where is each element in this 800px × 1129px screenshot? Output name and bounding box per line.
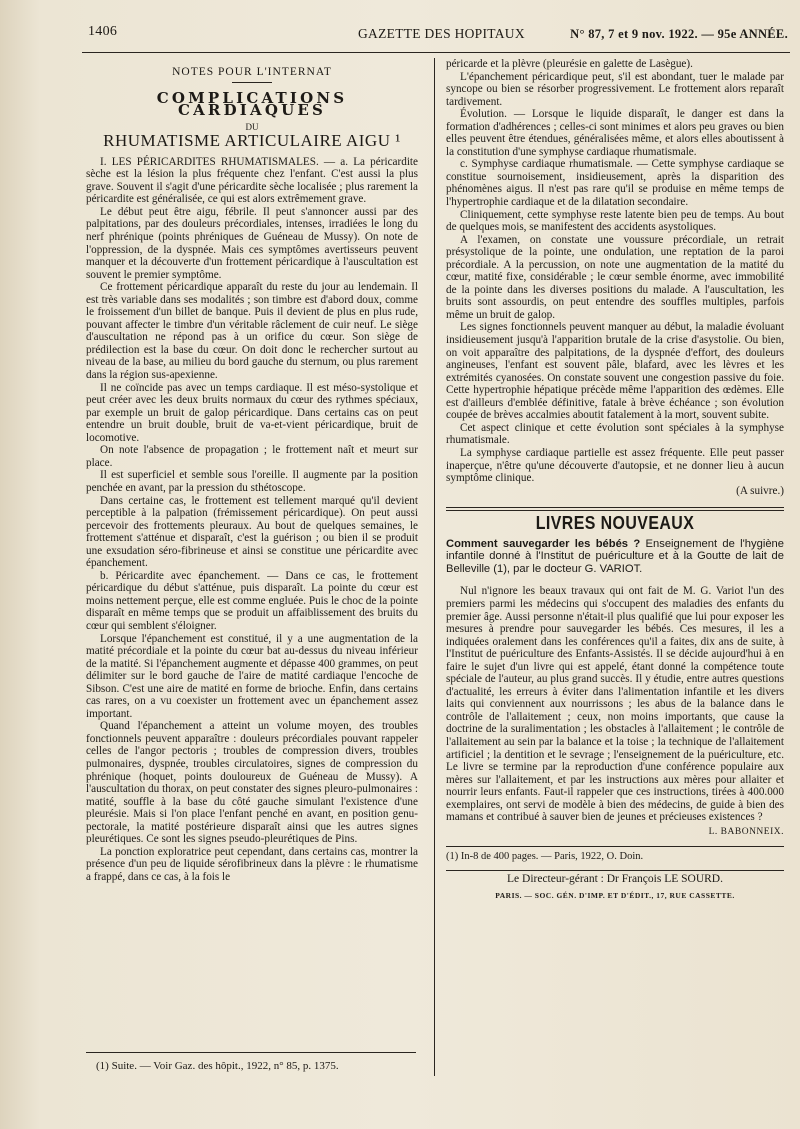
book-title bbox=[446, 538, 784, 576]
article-paragraph: Dans certaine cas, le frottement est tellement marqué qu'il devient perceptible à la palpation (frémissement péricardique). On peut aussi percevoir des frottements pleuraux. Au bout de quelques semaines, le frottement s'atténue et disparaît, c'est la guérison ; ou bien il se produit une exsudation séro-fibrineuse et ainsi se constitue une péricardite avec épanchement. bbox=[86, 494, 418, 570]
article-paragraph: La ponction exploratrice peut cependant, dans certains cas, montrer la présence d'un peu de liquide sérofibrineux dans la plèvre : le rhumatisme a frappé, dans ce cas, à la fois le bbox=[86, 845, 418, 883]
column-divider bbox=[434, 58, 435, 1076]
article-paragraph: c. Symphyse cardiaque rhumatismale. — Cette symphyse cardiaque se constitue sournoisement, insidieusement, après la disparition des phénomènes aigus. Il n'est pas rare qu'il se produise en même temps de l'hypertrophie cardiaque et de la dilatation secondaire. bbox=[446, 158, 784, 209]
article-paragraph: La symphyse cardiaque partielle est assez fréquente. Elle peut passer inaperçue, n'être qu'une découverte d'autopsie, et ne donner lieu à aucun symptôme clinique. bbox=[446, 446, 784, 485]
article-paragraph: L'épanchement péricardique peut, s'il est abondant, tuer le malade par syncope ou bien se résorber progressivement. Le frottement alors reparaît tardivement. bbox=[446, 70, 784, 108]
review-signature: L. BABONNEIX. bbox=[708, 826, 784, 837]
article-title-du: DU bbox=[245, 121, 259, 132]
printer-line: PARIS. — SOC. GÉN. D'IMP. ET D'ÉDIT., 17, RUE CASSETTE. bbox=[495, 890, 735, 900]
article-paragraph: b. Péricardite avec épanchement. — Dans ce cas, le frottement péricardique du début s'atténue, puis disparaît. La pointe du cœur est moins nettement perçue, elle est comme engluée. Puis le choc de la pointe disparaît en même temps que se produit un affaiblissement des bruits du cœur qui semblent s'éloigner. bbox=[86, 569, 418, 632]
article-paragraph: On note l'absence de propagation ; le frottement naît et meurt sur place. bbox=[86, 444, 418, 469]
to-be-continued: (A suivre.) bbox=[736, 484, 784, 497]
header-rule bbox=[82, 52, 790, 53]
book-title-rest: Enseignement de l'hygiène infantile donné à l'Institut de puériculture et à la Goutte de lait de Belleville (1), par le docteur G. VARIOT. bbox=[446, 537, 784, 575]
section-rule bbox=[446, 507, 784, 508]
section-label: NOTES POUR L'INTERNAT bbox=[172, 66, 332, 78]
article-title-line2: RHUMATISME ARTICULAIRE AIGU ¹ bbox=[103, 131, 401, 151]
director-rule bbox=[446, 870, 784, 871]
article-paragraph: Cliniquement, cette symphyse reste latente bien peu de temps. Au bout de quelques mois, se manifestent des accidents asystoliques. bbox=[446, 208, 784, 234]
article-paragraph: Quand l'épanchement a atteint un volume moyen, des troubles fonctionnels peuvent apparaître : douleurs précordiales pouvant rappeler celles de l'angor pectoris ; troubles de compression divers, troubles pulmonaires, dyspnée, troubles circulatoires, signes de compression du phrénique (hoquet, points douloureux de Guéneau de Mussy). A l'auscultation du thorax, on peut constater des signes pleuro-pulmonaires : matité, souffle à la base du côté gauche simulant l'existence d'une pleurésie. Mais si l'on place l'enfant penché en avant, en position genu-pectorale, la matité postérieure disparaît ainsi que les autres signes pleurétiques. Ce sont les signes pseudo-pleurétiques de Pins. bbox=[86, 720, 418, 846]
section-rule bbox=[446, 510, 784, 511]
page-header bbox=[88, 24, 788, 46]
article-paragraph: A l'examen, on constate une voussure précordiale, un retrait présystolique de la pointe, une ondulation, une reptation de la paroi précordiale. A la percussion, on note une augmentation de la matité du cœur, matité fixe, considérable ; le cœur semble énorme, avec immobilité de la pointe dans les diverses positions du malade. A l'auscultation, les bruits sont assourdis, on peut entendre des souffles multiples, parfois même un bruit de galop. bbox=[446, 233, 784, 321]
footnote-right: (1) In-8 de 400 pages. — Paris, 1922, O. Doin. bbox=[446, 851, 644, 863]
article-paragraph: péricarde et la plèvre (pleurésie en galette de Lasègue). bbox=[446, 58, 693, 70]
article-paragraph: Cet aspect clinique et cette évolution sont spéciales à la symphyse rhumatismale. bbox=[446, 421, 784, 447]
book-title-bold: Comment sauvegarder les bébés ? bbox=[446, 537, 641, 550]
review-paragraph: Nul n'ignore les beaux travaux qui ont fait de M. G. Variot l'un des premiers parmi les médecins qui s'occupent des maladies des enfants du premier âge. Aussi personne n'était-il plus qualifié que lui pour exposer les mesures à prendre pour sauvegarder les bébés. Ces mesures, il les a indiquées oralement dans les conférences qu'il a faites, dix ans de suite, à l'Institut de puériculture des Enfants-Assistés. Il se décide aujourd'hui à en faire le sujet d'un livre qui est appelé, étant donné la compétence toute spéciale de l'auteur, au plus grand succès. Il y étudie, entre autres questions d'actualité, les erreurs à éviter dans l'alimentation infantile et les divers laits qui conviennent aux nourrissons ; les abus de la balance dans le contrôle de l'allaitement ; ceux, non moins importants, que cause la doctrine de la suralimentation ; les obstacles à l'allaitement ; le contrôle de l'allaitement au sein par la balance et la toise ; la technique de l'allaitement artificiel ; la dentition et le sevrage ; l'enseignement de la puériculture, etc. Le livre se termine par la reproduction d'une conférence populaire aux mères sur l'allaitement, et par les instructions aux mères pour allaiter et nourrir leurs enfants. Faut-il rappeler que ces instructions, tirées à 400.000 exemplaires, ont servi de modèle à bien des médecins, de guide à bien des mamans et contribué à sauver bien de jeunes et précieuses existences ? bbox=[446, 585, 784, 824]
article-paragraph: Évolution. — Lorsque le liquide disparaît, le danger est dans la formation d'adhérences ; celles-ci sont minimes et alors peu graves ou bien elles peuvent être étendues, généralisées même, et alors elles aboutissent à la constitution d'une symphyse cardiaque rhumatismale. bbox=[446, 108, 784, 158]
article-paragraph: Lorsque l'épanchement est constitué, il y a une augmentation de la matité précordiale et la pointe du cœur bat au-dessus du niveau inférieur de la matité. Si l'épanchement augmente et dépasse 400 grammes, on peut délimiter sur le bord gauche de l'aire de matité cardiaque l'encoche de Sibson. C'est une aire de matité en forme de brioche. Enfin, dans certains cas rares, on a vu coexister un frottement avec un épanchement assez important. bbox=[86, 632, 418, 720]
footnote-rule bbox=[446, 846, 784, 847]
article-paragraph: Le début peut être aigu, fébrile. Il peut s'annoncer aussi par des palpitations, par des douleurs précordiales, intenses, irradiées le long du nerf phrénique (points phréniques de Guéneau de Mussy). On note de l'oppression, de la dyspnée. Mais ces symptômes avertisseurs peuvent manquer et la découverte d'un frottement péricardique à l'auscultation est souvent le premier symptôme. bbox=[86, 205, 418, 281]
left-column bbox=[86, 58, 418, 883]
journal-title: GAZETTE DES HOPITAUX bbox=[358, 26, 525, 41]
article-title-line1: COMPLICATIONS CARDIAQUES bbox=[156, 88, 348, 120]
article-paragraph: Il est superficiel et semble sous l'oreille. Il augmente par la position penchée en avant, par la pression du sthétoscope. bbox=[86, 469, 418, 494]
short-rule bbox=[232, 82, 272, 83]
livres-heading: LIVRES NOUVEAUX bbox=[535, 512, 695, 534]
right-column bbox=[446, 58, 784, 902]
article-paragraph: I. LES PÉRICARDITES RHUMATISMALES. — a. La péricardite sèche est la lésion la plus fréquente chez l'enfant. C'est aussi la plus grave. Souvent il s'agit d'une péricardite sèche localisée ; plus rarement la péricardite est généralisée, ce qui est alors extrêmement grave. bbox=[86, 155, 418, 206]
article-paragraph: Les signes fonctionnels peuvent manquer au début, la maladie évoluant insidieusement jusqu'à l'apparition brutale de la crise d'asystolie. Ou bien, on voit apparaître des palpitations, de la dyspnée d'effort, des douleurs angineuses, l'enfant est souvent pâle, blafard, avec les lèvres et les extrémités cyanosées. On constate souvent une congestion passive du foie. Cette hypertrophie hépatique précède même l'apparition des œdèmes. Elle est d'ailleurs d'emblée définitive, fatale à brève échéance ; son évolution coupée de brèves accalmies aboutit fatalement à la mort, souvent subite. bbox=[446, 321, 784, 422]
footnote-left: (1) Suite. — Voir Gaz. des hôpit., 1922, n° 85, p. 1375. bbox=[96, 1060, 339, 1072]
page-number: 1406 bbox=[88, 24, 118, 39]
director-line: Le Directeur-gérant : Dr François LE SOURD. bbox=[507, 872, 723, 885]
article-paragraph: Ce frottement péricardique apparaît du reste du jour au lendemain. Il est très variable dans ses modalités ; son timbre est d'abord doux, comme le froissement d'un billet de banque. Puis il devient de plus en plus rude, pouvant affecter le timbre d'un véritable râclement de cuir neuf. Le siège d'auscultation ne répond pas à un orifice du cœur. Son siège de prédilection est la base du cœur. On doit donc le rechercher surtout au niveau de la base, au milieu du bord gauche du sternum, ou plus rarement dans la région sus-apexienne. bbox=[86, 281, 418, 382]
article-paragraph: Il ne coïncide pas avec un temps cardiaque. Il est méso-systolique et peut créer avec les deux bruits normaux du cœur des rythmes spéciaux, par exemple un bruit de galop péricardique. Dans certains cas on peut entendre un bruit double, bruit de va-et-vient péricardique, bruit de locomotive. bbox=[86, 381, 418, 444]
footnote-rule bbox=[86, 1052, 416, 1053]
issue-info: N° 87, 7 et 9 nov. 1922. — 95e ANNÉE. bbox=[570, 27, 788, 41]
